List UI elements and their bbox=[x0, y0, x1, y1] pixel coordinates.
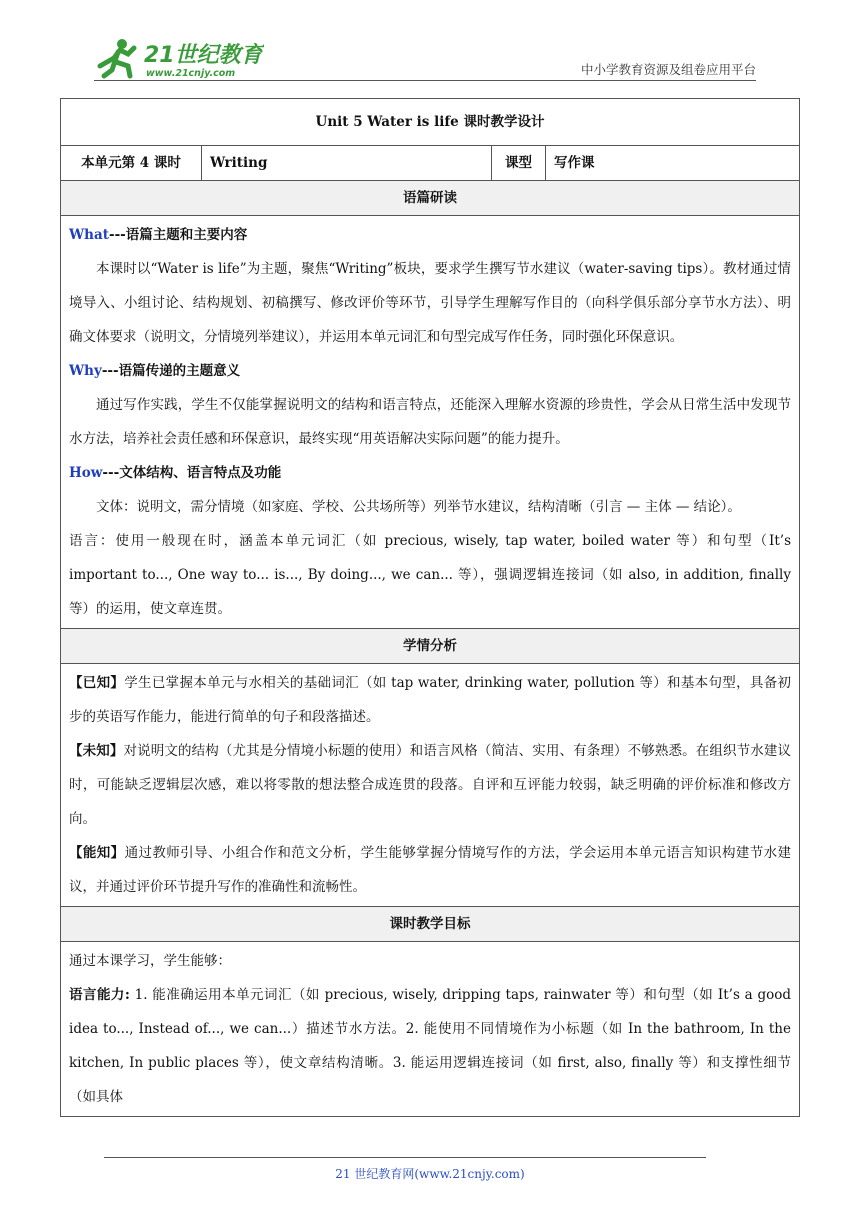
objectives-intro: 通过本课学习，学生能够： bbox=[69, 953, 231, 969]
type-label: 课型 bbox=[492, 146, 546, 181]
lesson-name: Writing bbox=[202, 146, 492, 181]
how-body-genre: 文体：说明文，需分情境（如家庭、学校、公共场所等）列举节水建议，结构清晰（引言 — 主体 — 结论）。 bbox=[96, 499, 741, 515]
platform-name: 中小学教育资源及组卷应用平台 bbox=[580, 62, 756, 77]
section-heading-learner-analysis: 学情分析 bbox=[61, 629, 800, 664]
section-heading-objectives: 课时教学目标 bbox=[61, 907, 800, 942]
objectives-content bbox=[61, 942, 800, 1117]
header-divider bbox=[94, 80, 756, 81]
text-study-content bbox=[61, 216, 800, 629]
footer-link[interactable]: 21 世纪教育网(www.21cnjy.com) bbox=[335, 1167, 525, 1181]
how-body-language: 语言：使用一般现在时，涵盖本单元词汇（如 precious, wisely, tap water, boiled water 等）和句型（It’s important to..., One way to... is..., By doing..., we can... 等），强调逻辑连接词（如 also, in addition, finally 等）的运用，使文章连贯。 bbox=[69, 533, 791, 617]
site-logo bbox=[94, 36, 264, 80]
svg-text:21世纪教育: 21世纪教育 bbox=[144, 43, 263, 68]
what-heading: What---语篇主题和主要内容 bbox=[69, 227, 248, 243]
section-heading-text-study: 语篇研读 bbox=[61, 181, 800, 216]
unknown-paragraph: 【未知】对说明文的结构（尤其是分情境小标题的使用）和语言风格（简洁、实用、有条理）不够熟悉。在组织节水建议时，可能缺乏逻辑层次感，难以将零散的想法整合成连贯的段落。自评和互评能力较弱，缺乏明确的评价标准和修改方向。 bbox=[69, 743, 791, 827]
known-paragraph: 【已知】学生已掌握本单元与水相关的基础词汇（如 tap water, drinking water, pollution 等）和基本句型，具备初步的英语写作能力，能进行简单的句子和段落描述。 bbox=[69, 675, 792, 725]
how-heading: How---文体结构、语言特点及功能 bbox=[69, 465, 282, 481]
document-title: Unit 5 Water is life 课时教学设计 bbox=[61, 99, 800, 146]
runner-logo-icon bbox=[94, 36, 264, 80]
what-body: 本课时以“Water is life”为主题，聚焦“Writing”板块，要求学生撰写节水建议（water-saving tips）。教材通过情境导入、小组讨论、结构规划、初稿撰写、修改评价等环节，引导学生理解写作目的（向科学俱乐部分享节水方法）、明确文体要求（说明文，分情境列举建议），并运用本单元词汇和句型完成写作任务，同时强化环保意识。 bbox=[69, 261, 791, 345]
type-value: 写作课 bbox=[546, 146, 800, 181]
language-ability-paragraph: 语言能力: 1. 能准确运用本单元词汇（如 precious, wisely, dripping taps, rainwater 等）和句型（如 It’s a good idea to..., Instead of..., we can...）描述节水方法。2. 能使用不同情境作为小标题（如 In the bathroom, In the kitchen, In public places 等），使文章结构清晰。3. 能运用逻辑连接词（如 first, also, finally 等）和支撑性细节（如具体 bbox=[69, 987, 792, 1105]
footer-divider bbox=[104, 1157, 706, 1158]
why-body: 通过写作实践，学生不仅能掌握说明文的结构和语言特点，还能深入理解水资源的珍贵性，学会从日常生活中发现节水方法，培养社会责任感和环保意识，最终实现“用英语解决实际问题”的能力提升。 bbox=[69, 397, 791, 447]
lesson-label: 本单元第 4 课时 bbox=[61, 146, 202, 181]
can-know-paragraph: 【能知】通过教师引导、小组合作和范文分析，学生能够掌握分情境写作的方法，学会运用本单元语言知识构建节水建议，并通过评价环节提升写作的准确性和流畅性。 bbox=[69, 845, 792, 895]
why-heading: Why---语篇传递的主题意义 bbox=[69, 363, 241, 379]
lesson-design-table bbox=[60, 98, 800, 1117]
learner-analysis-content bbox=[61, 664, 800, 907]
svg-text:www.21cnjy.com: www.21cnjy.com bbox=[146, 68, 236, 79]
